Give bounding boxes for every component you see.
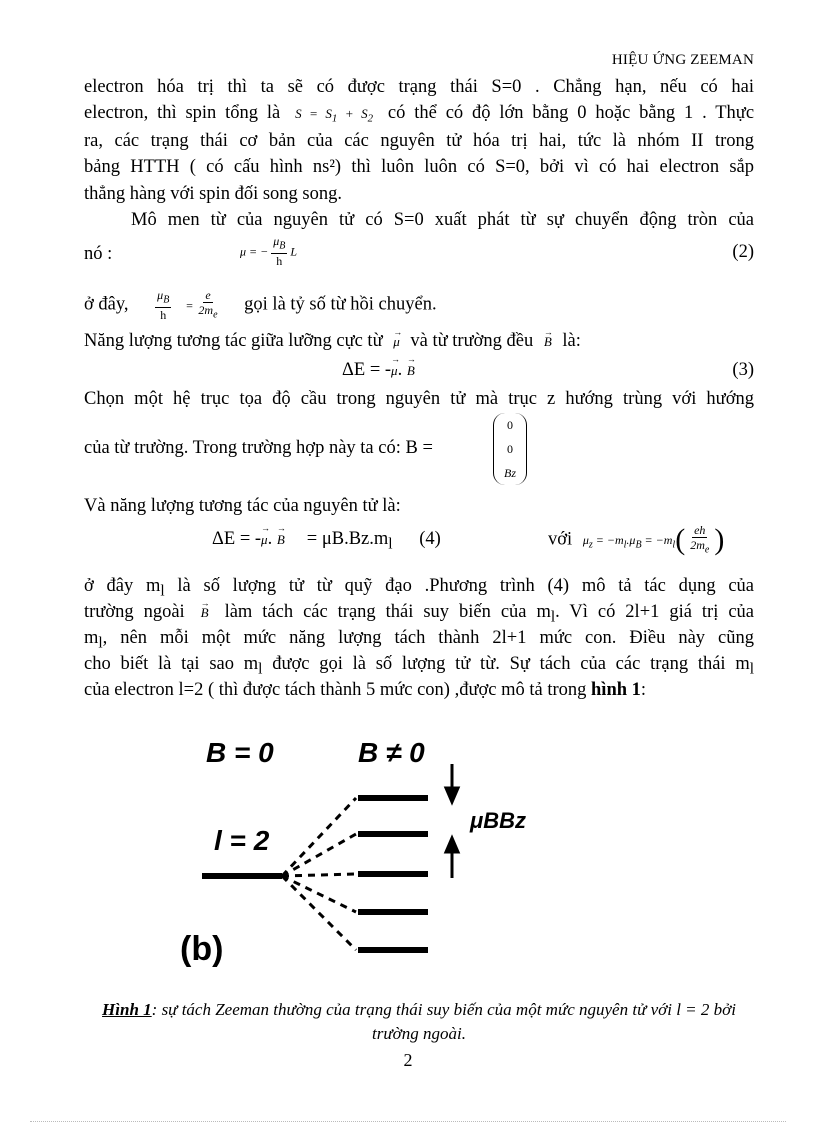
split-levels xyxy=(358,798,428,950)
label-b-zero: B = 0 xyxy=(206,737,274,768)
label-l-2: l = 2 xyxy=(214,825,270,856)
text-span: gọi là tỷ số từ hồi chuyển. xyxy=(244,294,437,315)
spacing-arrows xyxy=(446,764,458,878)
label-panel-b: (b) xyxy=(180,930,224,968)
text-span: electron, thì spin tổng là xyxy=(84,103,281,123)
figure-caption xyxy=(84,998,754,1046)
text-line: Và năng lượng tương tác của nguyên tử là: xyxy=(84,496,401,516)
field-vector-matrix xyxy=(493,413,527,485)
text-line xyxy=(84,101,754,132)
text-line: bảng HTTH ( có cấu hình ns²) thì luôn luôn có S=0, bởi vì có hai electron sắp xyxy=(84,157,754,177)
text-line: ra, các trạng thái cơ bản của các nguyên tử hóa trị hai, tức là nhóm II trong xyxy=(84,131,754,151)
equation-number: (3) xyxy=(732,360,754,380)
text-line: Mô men từ của nguyên tử có S=0 xuất phát từ sự chuyển động tròn của xyxy=(131,210,754,230)
page-bottom-rule xyxy=(30,1121,786,1122)
text-line: ở đây $m_l$ là số lượng tử từ quỹ đạo .Phương trình (4) mô tả tác dụng của xyxy=(84,576,755,600)
text-line: thẳng hàng với spin đối song song. xyxy=(84,184,342,204)
equation-3: ΔE = -→ μ. → B xyxy=(342,360,415,381)
gyromagnetic-ratio-formula: $\frac{\mu_B}{h}$ xyxy=(157,288,170,323)
matrix-entry: 0 xyxy=(507,417,513,432)
text-line: của từ trường. Trong trường hợp này ta có: B = xyxy=(84,438,433,458)
text-line: Năng lượng tương tác giữa lưỡng cực từ → μ và từ trường đều → B là: xyxy=(84,329,754,355)
text-line: trường ngoài → B làm tách các trạng thái suy biến của $m_l$. Vì có 2l+1 giá trị của xyxy=(84,600,754,630)
caption-text: : sự tách Zeeman thường của trạng thái suy biến của một mức nguyên tử với l = 2 bởi trường ngoài. xyxy=(151,1000,736,1043)
spin-sum-formula: $S = S_1 + S_2$ xyxy=(295,106,374,125)
equation-number: (2) xyxy=(732,242,754,262)
text-line: cho biết là tại sao $m_l$ được gọi là số lượng tử từ. Sự tách của các trạng thái $m_l$ xyxy=(84,654,755,678)
text-line: ở đây, $\frac{\mu_B}{h}$ = $\frac{e}{2m_e}$ gọi là tỷ số từ hồi chuyển. xyxy=(84,288,437,323)
matrix-entry: Bz xyxy=(504,465,516,480)
text-span: ở đây, xyxy=(84,294,129,315)
text-span: có thể có độ lớn bằng 0 hoặc bằng 1 . Thực xyxy=(387,103,755,123)
text-span: và từ trường đều xyxy=(410,331,534,351)
text-span: là: xyxy=(562,331,581,351)
text-line: electron hóa trị thì ta sẽ có được trạng thái S=0 . Chẳng hạn, nếu có hai xyxy=(84,77,754,97)
caption-label: Hình 1 xyxy=(102,1000,152,1019)
equation-2: μ = − $\frac{\mu_B}{h}$ L xyxy=(240,234,298,269)
text-line: Chọn một hệ trục tọa độ cầu trong nguyên tử mà trục z hướng trùng với hướng xyxy=(84,389,754,409)
text-line: $m_l$, nên mỗi một mức năng lượng tách thành 2l+1 mức con. Điều này cũng xyxy=(84,628,754,652)
text-line: của electron l=2 ( thì được tách thành 5 mức con) ,được mô tả trong hình 1: xyxy=(84,680,647,700)
text-line: nó : xyxy=(84,244,113,264)
label-b-nonzero: B ≠ 0 xyxy=(358,737,425,768)
matrix-entry: 0 xyxy=(507,441,513,456)
label-mu-bbz: μBBz xyxy=(470,808,527,833)
dashed-connectors xyxy=(282,798,356,950)
running-header: HIỆU ỨNG ZEEMAN xyxy=(611,52,754,68)
page-number: 2 xyxy=(403,1050,413,1070)
equation-4-mu-z: với $\mu_z = -m_l.\mu_B = -m_l$( $\frac{eh}{2m_e}$ ) xyxy=(548,523,725,557)
zeeman-splitting-figure xyxy=(170,728,527,978)
equation-4: ΔE = -→ μ. → $B = \mu B.Bz.m_l$ (4) xyxy=(212,529,441,554)
text-span: Năng lượng tương tác giữa lưỡng cực từ xyxy=(84,331,383,351)
